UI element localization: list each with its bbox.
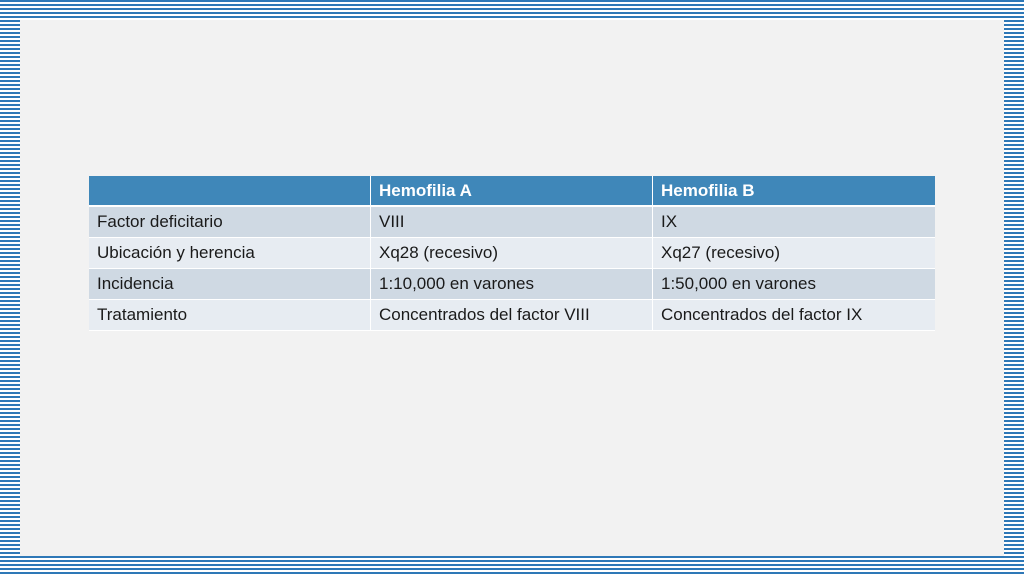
row-label: Tratamiento	[89, 300, 371, 331]
header-cell-empty	[89, 176, 371, 207]
slide	[20, 20, 1004, 556]
table-cell: IX	[653, 207, 935, 238]
table-cell: Concentrados del factor IX	[653, 300, 935, 331]
table-cell: Concentrados del factor VIII	[371, 300, 653, 331]
header-cell-hemofilia-a: Hemofilia A	[371, 176, 653, 207]
header-cell-hemofilia-b: Hemofilia B	[653, 176, 935, 207]
table-cell: Xq28 (recesivo)	[371, 238, 653, 269]
hemophilia-comparison-table	[89, 176, 935, 331]
table-cell: Xq27 (recesivo)	[653, 238, 935, 269]
table-row	[89, 207, 935, 238]
row-label: Incidencia	[89, 269, 371, 300]
row-label: Ubicación y herencia	[89, 238, 371, 269]
row-label: Factor deficitario	[89, 207, 371, 238]
table-header-row	[89, 176, 935, 207]
table-cell: 1:10,000 en varones	[371, 269, 653, 300]
table-row	[89, 238, 935, 269]
table-row	[89, 269, 935, 300]
table-row	[89, 300, 935, 331]
table-cell: 1:50,000 en varones	[653, 269, 935, 300]
table-cell: VIII	[371, 207, 653, 238]
